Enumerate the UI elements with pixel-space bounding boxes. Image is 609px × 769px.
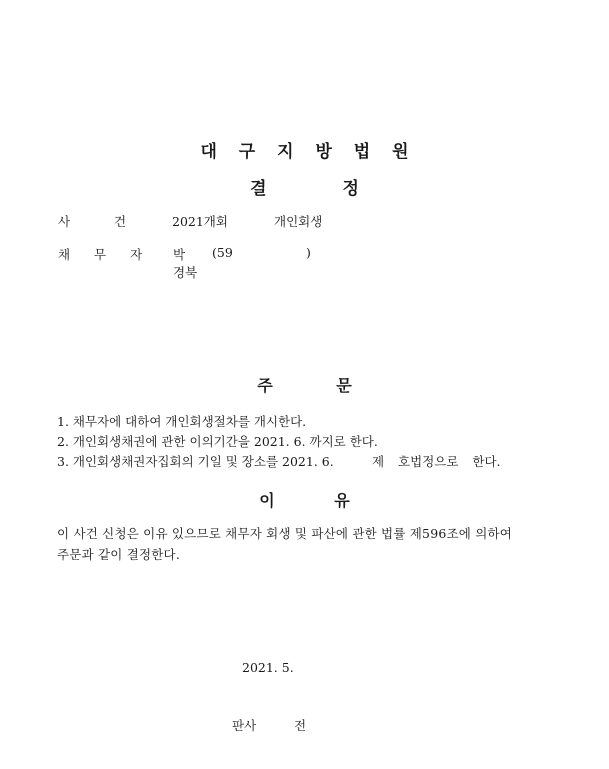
order-heading: 주 문 (257, 376, 352, 395)
judge-title: 판사 (232, 718, 257, 733)
reason-heading: 이 유 (259, 491, 350, 510)
debtor-address: 경북 (173, 265, 198, 280)
court-name: 대 구 지 방 법 원 (200, 142, 409, 162)
debtor-name: 박 (173, 247, 186, 262)
document-title: 결 정 (250, 179, 359, 199)
order-item-1: 1. 채무자에 대하여 개인회생절차를 개시한다. (57, 414, 307, 429)
debtor-age-close: ) (306, 245, 311, 260)
order-item-3: 3. 개인회생채권자집회의 기일 및 장소를 2021. 6. (57, 454, 334, 469)
case-number: 2021개회 (172, 214, 228, 229)
case-type: 개인회생 (274, 214, 323, 229)
reason-line-2: 주문과 같이 결정한다. (57, 547, 180, 562)
case-label: 사 건 (58, 214, 127, 229)
debtor-label: 채 무 자 (58, 247, 143, 262)
decision-date: 2021. 5. (242, 660, 294, 675)
judge-name: 전 (294, 718, 307, 733)
debtor-age-open: (59 (212, 245, 233, 260)
order-item-3-courtroom: 제 호법정으로 한다. (372, 454, 501, 469)
order-item-2: 2. 개인회생채권에 관한 이의기간을 2021. 6. 까지로 한다. (57, 434, 378, 449)
reason-line-1: 이 사건 신청은 이유 있으므로 채무자 회생 및 파산에 관한 법률 제596조에 의하여 (57, 526, 513, 541)
